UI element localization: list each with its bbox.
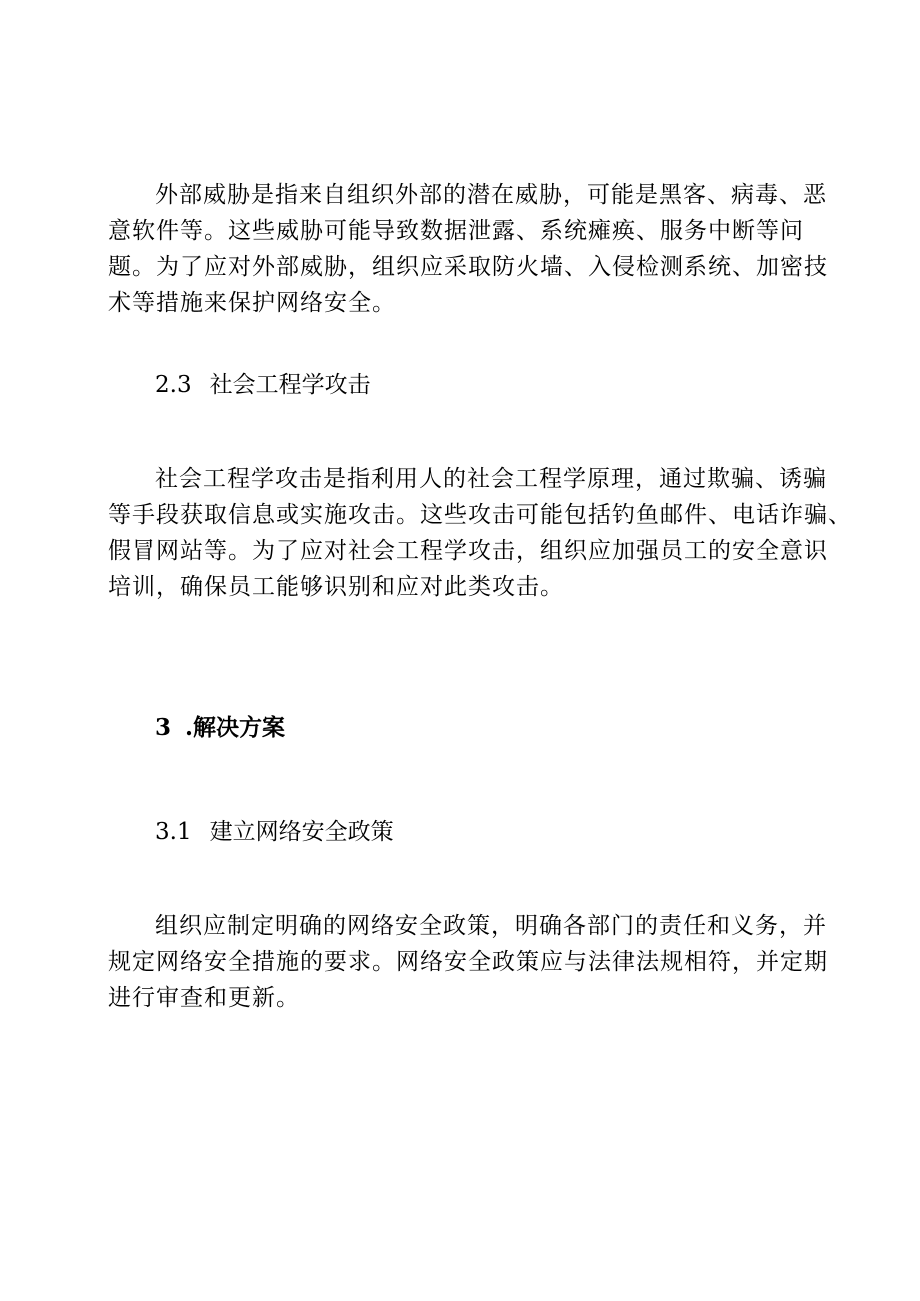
paragraph-line: 进行审查和更新。	[108, 985, 300, 1011]
section-number: 2.3	[155, 372, 192, 398]
paragraph-line: 社会工程学攻击是指利用人的社会工程学原理，通过欺骗、诱骗	[155, 466, 827, 492]
paragraph-line: 培训，确保员工能够识别和应对此类攻击。	[108, 574, 564, 600]
paragraph-line: 等手段获取信息或实施攻击。这些攻击可能包括钓鱼邮件、电话诈骗、	[108, 502, 852, 528]
paragraph-line: 外部威胁是指来自组织外部的潜在威胁，可能是黑客、病毒、恶	[155, 182, 827, 208]
section-title: 建立网络安全政策	[209, 819, 394, 845]
section-title: .解决方案	[185, 714, 286, 741]
paragraph-line: 规定网络安全措施的要求。网络安全政策应与法律法规相符，并定期	[108, 949, 828, 975]
paragraph-line: 意软件等。这些威胁可能导致数据泄露、系统瘫痪、服务中断等问	[108, 218, 804, 244]
section-heading-3	[155, 713, 285, 743]
section-number: 3	[155, 714, 172, 741]
paragraph-external-threats	[108, 177, 828, 321]
paragraph-line: 题。为了应对外部威胁，组织应采取防火墙、入侵检测系统、加密技	[108, 254, 828, 280]
paragraph-line: 假冒网站等。为了应对社会工程学攻击，组织应加强员工的安全意识	[108, 538, 828, 564]
section-heading-3-1	[155, 817, 394, 847]
paragraph-security-policy	[108, 908, 828, 1016]
section-title: 社会工程学攻击	[209, 372, 371, 398]
section-heading-2-3	[155, 370, 371, 400]
paragraph-line: 组织应制定明确的网络安全政策，明确各部门的责任和义务，并	[155, 913, 827, 939]
paragraph-social-engineering	[108, 461, 852, 605]
paragraph-line: 术等措施来保护网络安全。	[108, 290, 396, 316]
section-number: 3.1	[155, 819, 192, 845]
